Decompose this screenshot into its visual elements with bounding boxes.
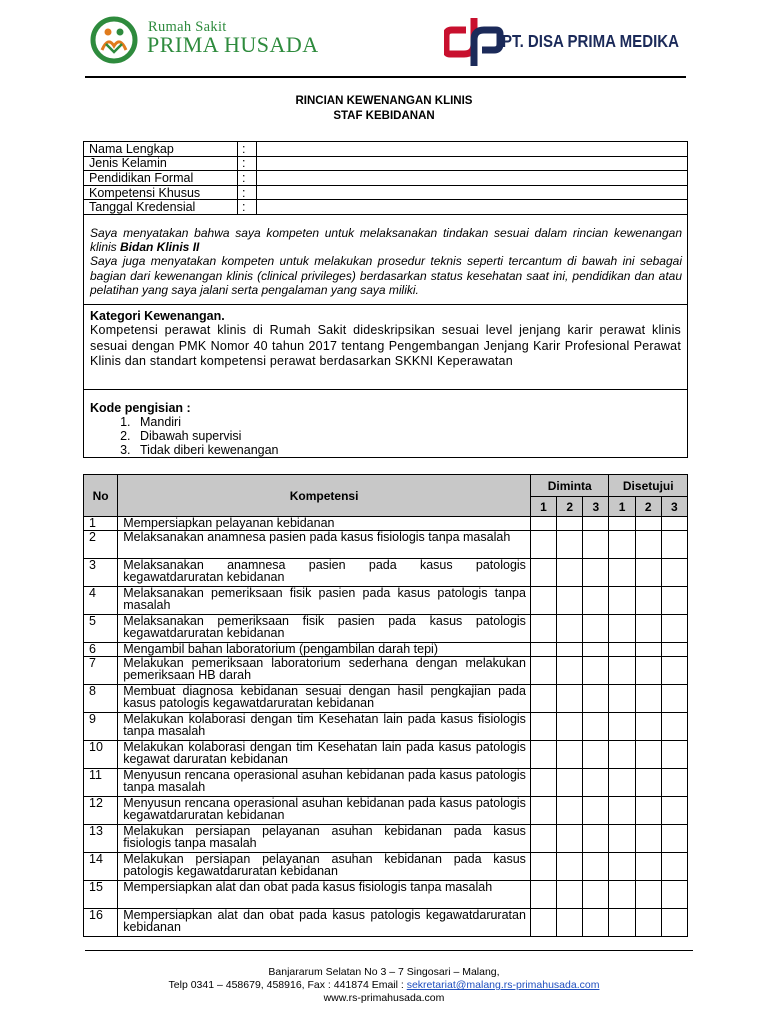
diminta-cell[interactable] <box>583 881 609 909</box>
table-row <box>84 587 688 615</box>
table-row <box>84 853 688 881</box>
disetujui-cell[interactable] <box>635 531 661 559</box>
table-row <box>84 769 688 797</box>
disetujui-cell[interactable] <box>661 559 687 587</box>
disetujui-cell[interactable] <box>609 615 635 643</box>
sub-header: 2 <box>635 497 661 517</box>
diminta-cell[interactable] <box>583 797 609 825</box>
diminta-cell[interactable] <box>557 881 583 909</box>
competency-table <box>83 474 688 937</box>
row-kompetensi: Mengambil bahan laboratorium (pengambilan darah tepi) <box>118 643 531 657</box>
competency-rows <box>84 517 688 937</box>
diminta-cell[interactable] <box>530 643 556 657</box>
diminta-cell[interactable] <box>557 713 583 741</box>
kode-pengisian-section <box>83 390 688 458</box>
disetujui-cell[interactable] <box>609 531 635 559</box>
footer-rule <box>85 950 693 951</box>
disetujui-cell[interactable] <box>635 685 661 713</box>
disetujui-cell[interactable] <box>609 853 635 881</box>
disetujui-cell[interactable] <box>635 643 661 657</box>
table-row <box>84 797 688 825</box>
rumah-sakit-prima-husada-logo <box>90 14 338 68</box>
kode-heading: Kode pengisian : <box>90 401 191 415</box>
disetujui-cell[interactable] <box>635 741 661 769</box>
disetujui-cell[interactable] <box>661 825 687 853</box>
kode-item: 3. Tidak diberi kewenangan <box>134 443 681 457</box>
disetujui-cell[interactable] <box>609 517 635 531</box>
table-row <box>84 657 688 685</box>
identity-colon: : <box>238 156 257 171</box>
col-header-kompetensi: Kompetensi <box>118 475 531 517</box>
diminta-cell[interactable] <box>557 685 583 713</box>
declaration-statement <box>83 213 688 305</box>
row-number: 9 <box>84 713 118 741</box>
declaration-text-1: Saya menyatakan bahwa saya kompeten untuk melaksanakan tindakan sesuai dalam rincian kewenangan klinis <box>90 226 682 255</box>
table-row <box>84 825 688 853</box>
diminta-cell[interactable] <box>530 713 556 741</box>
disetujui-cell[interactable] <box>661 797 687 825</box>
row-kompetensi: Mempersiapkan pelayanan kebidanan <box>118 517 531 531</box>
header-rule <box>85 76 686 78</box>
row-kompetensi: Membuat diagnosa kebidanan sesuai dengan hasil pengkajian pada kasus patologis kegawatdaruratan kebidanan <box>118 685 531 713</box>
kategori-section <box>83 305 688 390</box>
disetujui-cell[interactable] <box>609 685 635 713</box>
row-number: 3 <box>84 559 118 587</box>
diminta-cell[interactable] <box>583 713 609 741</box>
disetujui-cell[interactable] <box>635 797 661 825</box>
diminta-cell[interactable] <box>583 769 609 797</box>
identity-value-field[interactable] <box>257 142 688 157</box>
row-kompetensi: Melakukan persiapan pelayanan asuhan kebidanan pada kasus fisiologis tanpa masalah <box>118 825 531 853</box>
diminta-cell[interactable] <box>583 853 609 881</box>
document-title: RINCIAN KEWENANGAN KLINIS <box>295 95 473 107</box>
disetujui-cell[interactable] <box>635 769 661 797</box>
identity-row <box>84 171 688 186</box>
identity-colon: : <box>238 142 257 157</box>
kode-item: 1. Mandiri <box>134 415 681 429</box>
disetujui-cell[interactable] <box>635 657 661 685</box>
diminta-cell[interactable] <box>530 797 556 825</box>
diminta-cell[interactable] <box>557 615 583 643</box>
disetujui-cell[interactable] <box>661 713 687 741</box>
identity-table <box>83 141 688 215</box>
row-number: 1 <box>84 517 118 531</box>
diminta-cell[interactable] <box>530 587 556 615</box>
declaration-text-2: Saya juga menyatakan kompeten untuk melakukan prosedur teknis seperti tercantum di bawah ini sebagai bagian dari kewenangan klinis (clinical privileges) berdasarkan status kesehatan saat ini, pendidikan dan atau pelatihan yang saya jalani serta pengalaman yang saya miliki. <box>90 254 682 297</box>
disetujui-cell[interactable] <box>661 909 687 937</box>
table-row <box>84 881 688 909</box>
row-kompetensi: Menyusun rencana operasional asuhan kebidanan pada kasus patologis kegawatdaruratan kebidanan <box>118 797 531 825</box>
table-row <box>84 909 688 937</box>
disetujui-cell[interactable] <box>661 587 687 615</box>
table-row <box>84 643 688 657</box>
row-number: 13 <box>84 825 118 853</box>
disetujui-cell[interactable] <box>635 559 661 587</box>
table-row <box>84 685 688 713</box>
identity-row <box>84 142 688 157</box>
diminta-cell[interactable] <box>557 531 583 559</box>
identity-label: Pendidikan Formal <box>84 171 238 186</box>
pt-disa-prima-medika-logo <box>444 14 679 70</box>
identity-label: Tanggal Kredensial <box>84 200 238 215</box>
table-row <box>84 517 688 531</box>
disetujui-cell[interactable] <box>609 881 635 909</box>
diminta-cell[interactable] <box>583 643 609 657</box>
table-row <box>84 615 688 643</box>
disetujui-cell[interactable] <box>609 657 635 685</box>
disetujui-cell[interactable] <box>661 853 687 881</box>
diminta-cell[interactable] <box>583 531 609 559</box>
col-header-diminta: Diminta <box>530 475 609 497</box>
identity-colon: : <box>238 185 257 200</box>
footer-phone: Telp 0341 – 458679, 458916, Fax : 441874 Email : <box>168 979 407 991</box>
diminta-cell[interactable] <box>557 853 583 881</box>
disetujui-cell[interactable] <box>609 769 635 797</box>
row-number: 7 <box>84 657 118 685</box>
row-number: 2 <box>84 531 118 559</box>
footer-address: Banjararum Selatan No 3 – 7 Singosari – Malang, <box>268 966 500 978</box>
diminta-cell[interactable] <box>583 559 609 587</box>
row-number: 16 <box>84 909 118 937</box>
diminta-cell[interactable] <box>530 559 556 587</box>
diminta-cell[interactable] <box>557 825 583 853</box>
row-kompetensi: Melakukan kolaborasi dengan tim Kesehatan lain pada kasus patologis kegawat daruratan kebidanan <box>118 741 531 769</box>
row-kompetensi: Melaksanakan anamnesa pasien pada kasus fisiologis tanpa masalah <box>118 531 531 559</box>
disetujui-cell[interactable] <box>661 881 687 909</box>
row-number: 11 <box>84 769 118 797</box>
kode-list <box>90 415 681 457</box>
disetujui-cell[interactable] <box>609 797 635 825</box>
identity-label: Nama Lengkap <box>84 142 238 157</box>
disetujui-cell[interactable] <box>661 531 687 559</box>
diminta-cell[interactable] <box>530 517 556 531</box>
disetujui-cell[interactable] <box>635 881 661 909</box>
row-number: 6 <box>84 643 118 657</box>
diminta-cell[interactable] <box>557 797 583 825</box>
disetujui-cell[interactable] <box>635 713 661 741</box>
row-kompetensi: Melakukan persiapan pelayanan asuhan kebidanan pada kasus patologis kegawatdaruratan kebidanan <box>118 853 531 881</box>
disetujui-cell[interactable] <box>609 559 635 587</box>
disetujui-cell[interactable] <box>609 909 635 937</box>
footer-email-link[interactable]: sekretariat@malang.rs-primahusada.com <box>406 979 600 991</box>
identity-row <box>84 185 688 200</box>
kode-item: 2. Dibawah supervisi <box>134 429 681 443</box>
identity-value-field[interactable] <box>257 156 688 171</box>
identity-label: Kompetensi Khusus <box>84 185 238 200</box>
disetujui-cell[interactable] <box>635 909 661 937</box>
row-kompetensi: Mempersiapkan alat dan obat pada kasus patologis kegawatdaruratan kebidanan <box>118 909 531 937</box>
diminta-cell[interactable] <box>557 909 583 937</box>
diminta-cell[interactable] <box>530 615 556 643</box>
row-kompetensi: Mempersiapkan alat dan obat pada kasus fisiologis tanpa masalah <box>118 881 531 909</box>
footer-contact <box>0 979 768 993</box>
sub-header: 3 <box>661 497 687 517</box>
footer-website: www.rs-primahusada.com <box>323 992 445 1004</box>
col-header-disetujui: Disetujui <box>609 475 688 497</box>
identity-colon: : <box>238 200 257 215</box>
identity-row <box>84 156 688 171</box>
diminta-cell[interactable] <box>557 559 583 587</box>
diminta-cell[interactable] <box>530 657 556 685</box>
disetujui-cell[interactable] <box>609 825 635 853</box>
logo-line-2: PRIMA HUSADA <box>147 32 319 57</box>
diminta-cell[interactable] <box>583 615 609 643</box>
disetujui-cell[interactable] <box>635 825 661 853</box>
diminta-cell[interactable] <box>583 685 609 713</box>
sub-header: 1 <box>530 497 556 517</box>
kategori-heading: Kategori Kewenangan. <box>90 309 225 323</box>
disetujui-cell[interactable] <box>635 587 661 615</box>
row-kompetensi: Menyusun rencana operasional asuhan kebidanan pada kasus patologis tanpa masalah <box>118 769 531 797</box>
diminta-cell[interactable] <box>583 909 609 937</box>
diminta-cell[interactable] <box>530 741 556 769</box>
row-number: 14 <box>84 853 118 881</box>
disa-emblem-icon <box>444 14 506 70</box>
diminta-cell[interactable] <box>557 769 583 797</box>
table-row <box>84 741 688 769</box>
disetujui-cell[interactable] <box>635 853 661 881</box>
diminta-cell[interactable] <box>530 531 556 559</box>
diminta-cell[interactable] <box>530 881 556 909</box>
declaration-bold-role: Bidan Klinis II <box>120 240 200 255</box>
diminta-cell[interactable] <box>583 825 609 853</box>
disetujui-cell[interactable] <box>661 657 687 685</box>
table-row <box>84 559 688 587</box>
disetujui-cell[interactable] <box>635 615 661 643</box>
disetujui-cell[interactable] <box>661 769 687 797</box>
row-kompetensi: Melakukan kolaborasi dengan tim Kesehatan lain pada kasus fisiologis tanpa masalah <box>118 713 531 741</box>
diminta-cell[interactable] <box>557 517 583 531</box>
diminta-cell[interactable] <box>583 517 609 531</box>
document-subtitle: STAF KEBIDANAN <box>333 110 435 122</box>
disetujui-cell[interactable] <box>635 517 661 531</box>
disetujui-cell[interactable] <box>661 643 687 657</box>
disetujui-cell[interactable] <box>661 741 687 769</box>
disetujui-cell[interactable] <box>609 587 635 615</box>
row-kompetensi: Melaksanakan pemeriksaan fisik pasien pada kasus patologis kegawatdaruratan kebidanan <box>118 615 531 643</box>
logo-line-1: Rumah Sakit <box>148 19 227 35</box>
identity-label: Jenis Kelamin <box>84 156 238 171</box>
diminta-cell[interactable] <box>557 643 583 657</box>
sub-header: 2 <box>557 497 583 517</box>
diminta-cell[interactable] <box>583 741 609 769</box>
row-kompetensi: Melakukan pemeriksaan laboratorium sederhana dengan melakukan pemeriksaan HB darah <box>118 657 531 685</box>
disetujui-cell[interactable] <box>609 741 635 769</box>
row-number: 10 <box>84 741 118 769</box>
sub-header: 1 <box>609 497 635 517</box>
disetujui-cell[interactable] <box>661 685 687 713</box>
diminta-cell[interactable] <box>557 741 583 769</box>
table-row <box>84 531 688 559</box>
identity-value-field[interactable] <box>257 185 688 200</box>
kategori-text: Kompetensi perawat klinis di Rumah Sakit dideskripsikan sesuai level jenjang karir perawat klinis sesuai dengan PMK Nomor 40 tahun 2017 tentang Pengembangan Jenjang Karir Profesional Perawat Klinis dan standart kompetensi perawat berdasarkan SKKNI Keperawatan <box>90 323 681 369</box>
row-number: 5 <box>84 615 118 643</box>
sub-header: 3 <box>583 497 609 517</box>
diminta-cell[interactable] <box>530 853 556 881</box>
row-kompetensi: Melaksanakan anamnesa pasien pada kasus patologis kegawatdaruratan kebidanan <box>118 559 531 587</box>
diminta-cell[interactable] <box>530 685 556 713</box>
logo-text: PT. DISA PRIMA MEDIKA <box>502 31 679 51</box>
disetujui-cell[interactable] <box>661 615 687 643</box>
row-number: 15 <box>84 881 118 909</box>
diminta-cell[interactable] <box>530 769 556 797</box>
identity-colon: : <box>238 171 257 186</box>
col-header-no: No <box>84 475 118 517</box>
table-row <box>84 713 688 741</box>
row-number: 8 <box>84 685 118 713</box>
disetujui-cell[interactable] <box>661 517 687 531</box>
diminta-cell[interactable] <box>530 909 556 937</box>
diminta-cell[interactable] <box>557 587 583 615</box>
diminta-cell[interactable] <box>557 657 583 685</box>
disetujui-cell[interactable] <box>609 643 635 657</box>
diminta-cell[interactable] <box>583 657 609 685</box>
diminta-cell[interactable] <box>530 825 556 853</box>
disetujui-cell[interactable] <box>609 713 635 741</box>
row-number: 4 <box>84 587 118 615</box>
row-kompetensi: Melaksanakan pemeriksaan fisik pasien pada kasus patologis tanpa masalah <box>118 587 531 615</box>
row-number: 12 <box>84 797 118 825</box>
identity-value-field[interactable] <box>257 171 688 186</box>
diminta-cell[interactable] <box>583 587 609 615</box>
